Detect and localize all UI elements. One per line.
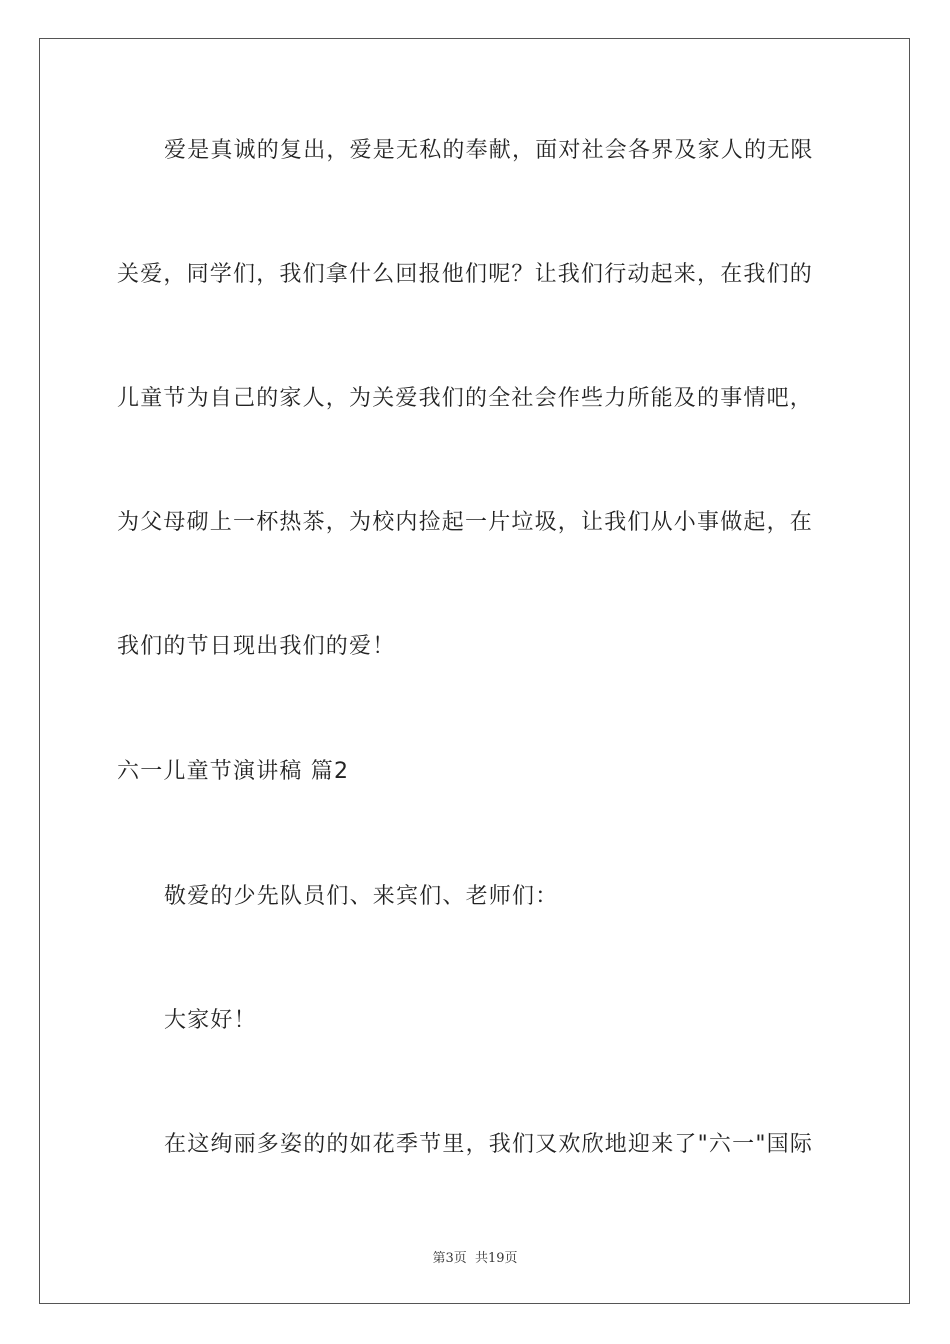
page-total: 共19页: [474, 1251, 518, 1266]
section-heading: 六一儿童节演讲稿 篇2: [117, 759, 350, 784]
page-frame: [39, 38, 910, 1304]
body-text-line: 我们的节日现出我们的爱！: [117, 634, 396, 659]
body-text-line: 关爱，同学们，我们拿什么回报他们呢？让我们行动起来，在我们的: [117, 262, 814, 287]
hello-line: 大家好！: [164, 1008, 257, 1033]
body-text-line: 爱是真诚的复出，爱是无私的奉献，面对社会各界及家人的无限: [164, 138, 814, 163]
page-footer: [0, 1247, 950, 1266]
greeting-line: 敬爱的少先队员们、来宾们、老师们：: [164, 884, 559, 909]
body-text-line: 儿童节为自己的家人，为关爱我们的全社会作些力所能及的事情吧，: [117, 386, 814, 411]
page-number: 第3页: [432, 1251, 467, 1266]
body-text-line: 为父母砌上一杯热茶，为校内捡起一片垃圾，让我们从小事做起，在: [117, 510, 814, 535]
body-text-line: 在这绚丽多姿的的如花季节里，我们又欢欣地迎来了"六一"国际: [164, 1132, 814, 1157]
